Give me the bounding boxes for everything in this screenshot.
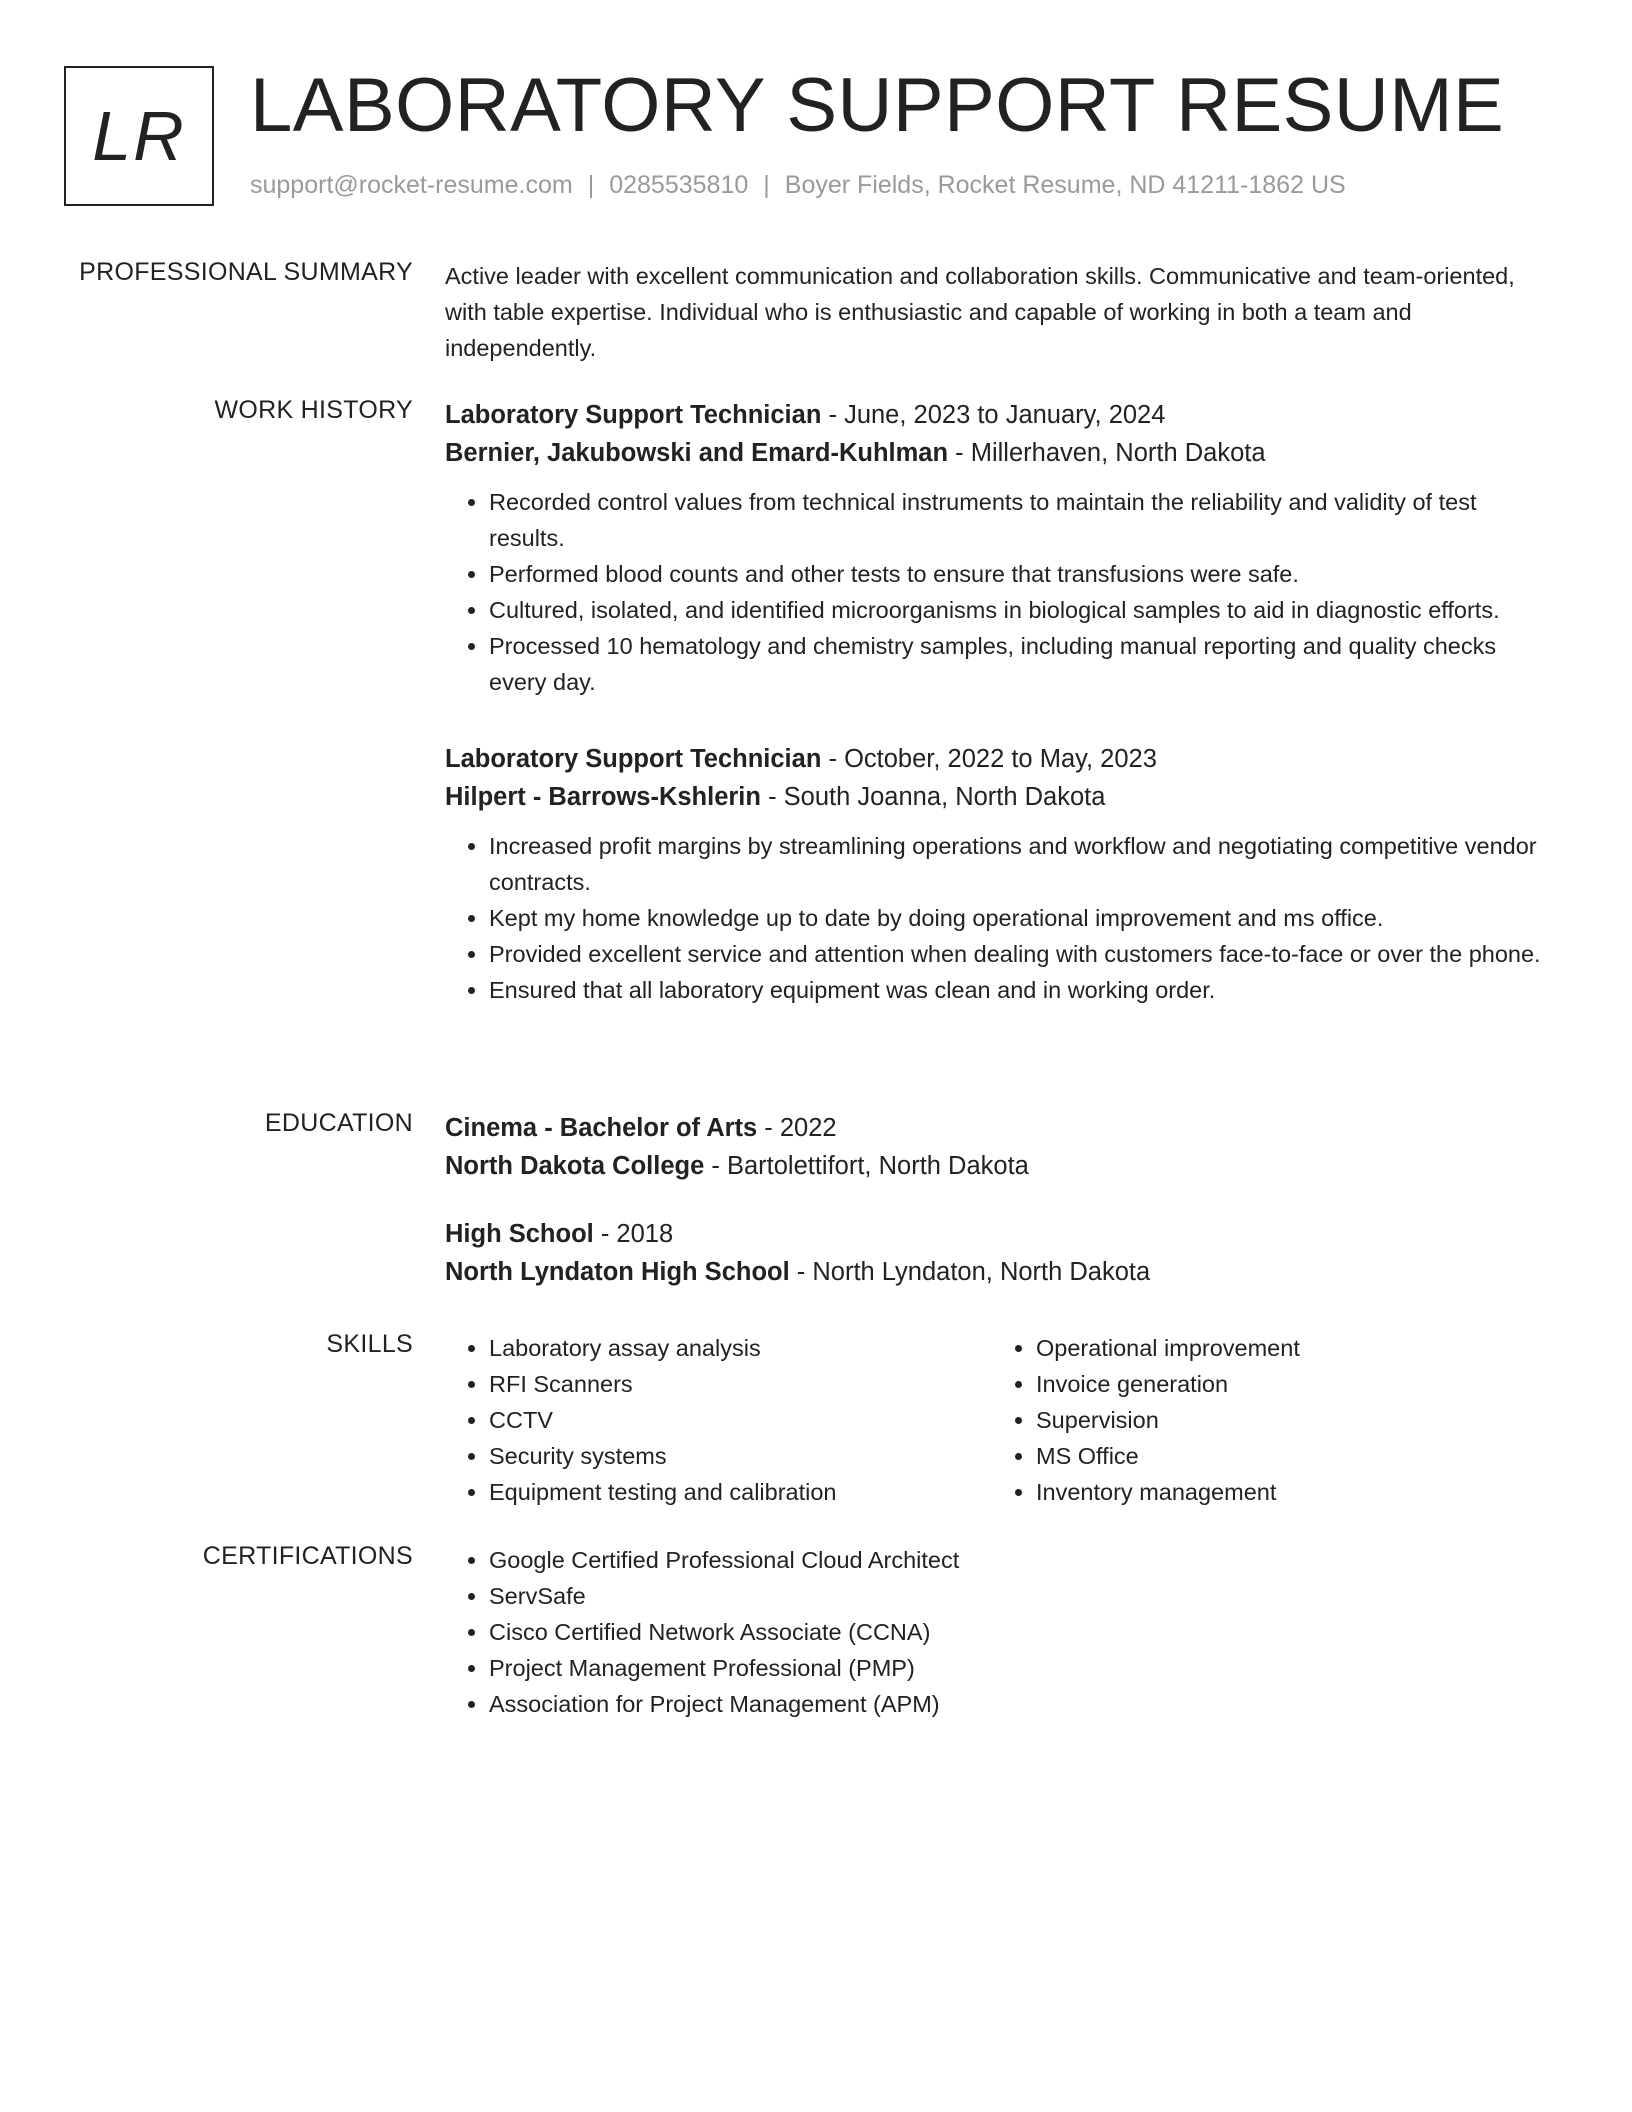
skills-body <box>445 1330 1555 1510</box>
list-item: • Google Certified Professional Cloud Architect <box>489 1542 1555 1578</box>
summary-text: Active leader with excellent communication and collaboration skills. Communicative and team-oriented, with table expertise. Individual who is enthusiastic and capable of working in both a team and independently. <box>445 263 1515 361</box>
job-title: Laboratory Support Technician <box>445 745 822 773</box>
list-item: • Security systems <box>489 1438 992 1474</box>
list-item: • Invoice generation <box>1036 1366 1539 1402</box>
contact-separator: | <box>763 171 770 199</box>
contact-line <box>250 171 1346 200</box>
degree-line <box>445 1109 1555 1147</box>
list-item: • Inventory management <box>1036 1474 1539 1510</box>
list-item: • Supervision <box>1036 1402 1539 1438</box>
list-item: • Operational improvement <box>1036 1330 1539 1366</box>
school-line <box>445 1147 1555 1185</box>
section-label-certifications: CERTIFICATIONS <box>202 1542 413 1570</box>
job-company: Bernier, Jakubowski and Emard-Kuhlman <box>445 439 949 467</box>
list-item: • Performed blood counts and other tests to ensure that transfusions were safe. <box>489 556 1555 592</box>
school: North Dakota College <box>445 1152 705 1180</box>
list-item: • Project Management Professional (PMP) <box>489 1650 1555 1686</box>
skills-list-left <box>445 1330 992 1510</box>
school: North Lyndaton High School <box>445 1258 790 1286</box>
summary-body <box>445 258 1555 366</box>
job-entry <box>445 740 1555 1008</box>
job-title: Laboratory Support Technician <box>445 401 822 429</box>
list-item: • Processed 10 hematology and chemistry samples, including manual reporting and quality checks every day. <box>489 628 1555 700</box>
certifications-list <box>445 1542 1555 1722</box>
school-location: - North Lyndaton, North Dakota <box>789 1258 1151 1286</box>
job-location: - Millerhaven, North Dakota <box>948 439 1266 467</box>
list-item: • Association for Project Management (APM) <box>489 1686 1555 1722</box>
job-company-line <box>445 434 1555 472</box>
list-item: • RFI Scanners <box>489 1366 992 1402</box>
certifications-body <box>445 1542 1555 1722</box>
list-item: • Laboratory assay analysis <box>489 1330 992 1366</box>
monogram-logo: LR <box>64 66 214 206</box>
resume-header <box>64 63 1584 210</box>
job-company: Hilpert - Barrows-Kshlerin <box>445 783 761 811</box>
list-item: • Recorded control values from technical instruments to maintain the reliability and validity of test results. <box>489 484 1555 556</box>
contact-separator: | <box>587 171 595 199</box>
list-item: • ServSafe <box>489 1578 1555 1614</box>
degree-line <box>445 1215 1555 1253</box>
contact-address: Boyer Fields, Rocket Resume, ND 41211-1862 US <box>784 171 1346 199</box>
education-body <box>445 1109 1555 1291</box>
job-entry <box>445 396 1555 700</box>
list-item: • Ensured that all laboratory equipment was clean and in working order. <box>489 972 1555 1008</box>
job-title-line <box>445 740 1555 778</box>
degree-year: - 2022 <box>757 1114 837 1142</box>
job-location: - South Joanna, North Dakota <box>760 783 1106 811</box>
page-title: LABORATORY SUPPORT RESUME <box>250 63 1505 148</box>
degree: Cinema - Bachelor of Arts <box>445 1114 758 1142</box>
list-item: • Equipment testing and calibration <box>489 1474 992 1510</box>
work-history-body <box>445 396 1555 1008</box>
education-entry <box>445 1215 1555 1291</box>
list-item: • Provided excellent service and attention when dealing with customers face-to-face or over the phone. <box>489 936 1555 972</box>
job-company-line <box>445 778 1555 816</box>
job-dates: - October, 2022 to May, 2023 <box>821 745 1157 773</box>
degree: High School <box>445 1220 594 1248</box>
job-title-line <box>445 396 1555 434</box>
job-bullets <box>445 828 1555 1008</box>
job-bullets <box>445 484 1555 700</box>
school-location: - Bartolettifort, North Dakota <box>704 1152 1029 1180</box>
section-label-summary: PROFESSIONAL SUMMARY <box>79 258 413 286</box>
section-label-education: EDUCATION <box>264 1109 413 1137</box>
list-item: • CCTV <box>489 1402 992 1438</box>
list-item: • Cultured, isolated, and identified microorganisms in biological samples to aid in diagnostic efforts. <box>489 592 1555 628</box>
skills-list-right <box>992 1330 1539 1510</box>
school-line <box>445 1253 1555 1291</box>
section-label-skills: SKILLS <box>326 1330 413 1358</box>
list-item: • MS Office <box>1036 1438 1539 1474</box>
degree-year: - 2018 <box>593 1220 674 1248</box>
section-label-work-history: WORK HISTORY <box>214 396 413 424</box>
contact-phone: 0285535810 <box>609 171 749 199</box>
education-entry <box>445 1109 1555 1185</box>
list-item: • Cisco Certified Network Associate (CCNA) <box>489 1614 1555 1650</box>
job-dates: - June, 2023 to January, 2024 <box>821 401 1166 429</box>
skills-columns <box>445 1330 1555 1510</box>
contact-email: support@rocket-resume.com <box>250 171 573 199</box>
list-item: • Kept my home knowledge up to date by doing operational improvement and ms office. <box>489 900 1555 936</box>
list-item: • Increased profit margins by streamlining operations and workflow and negotiating competitive vendor contracts. <box>489 828 1555 900</box>
